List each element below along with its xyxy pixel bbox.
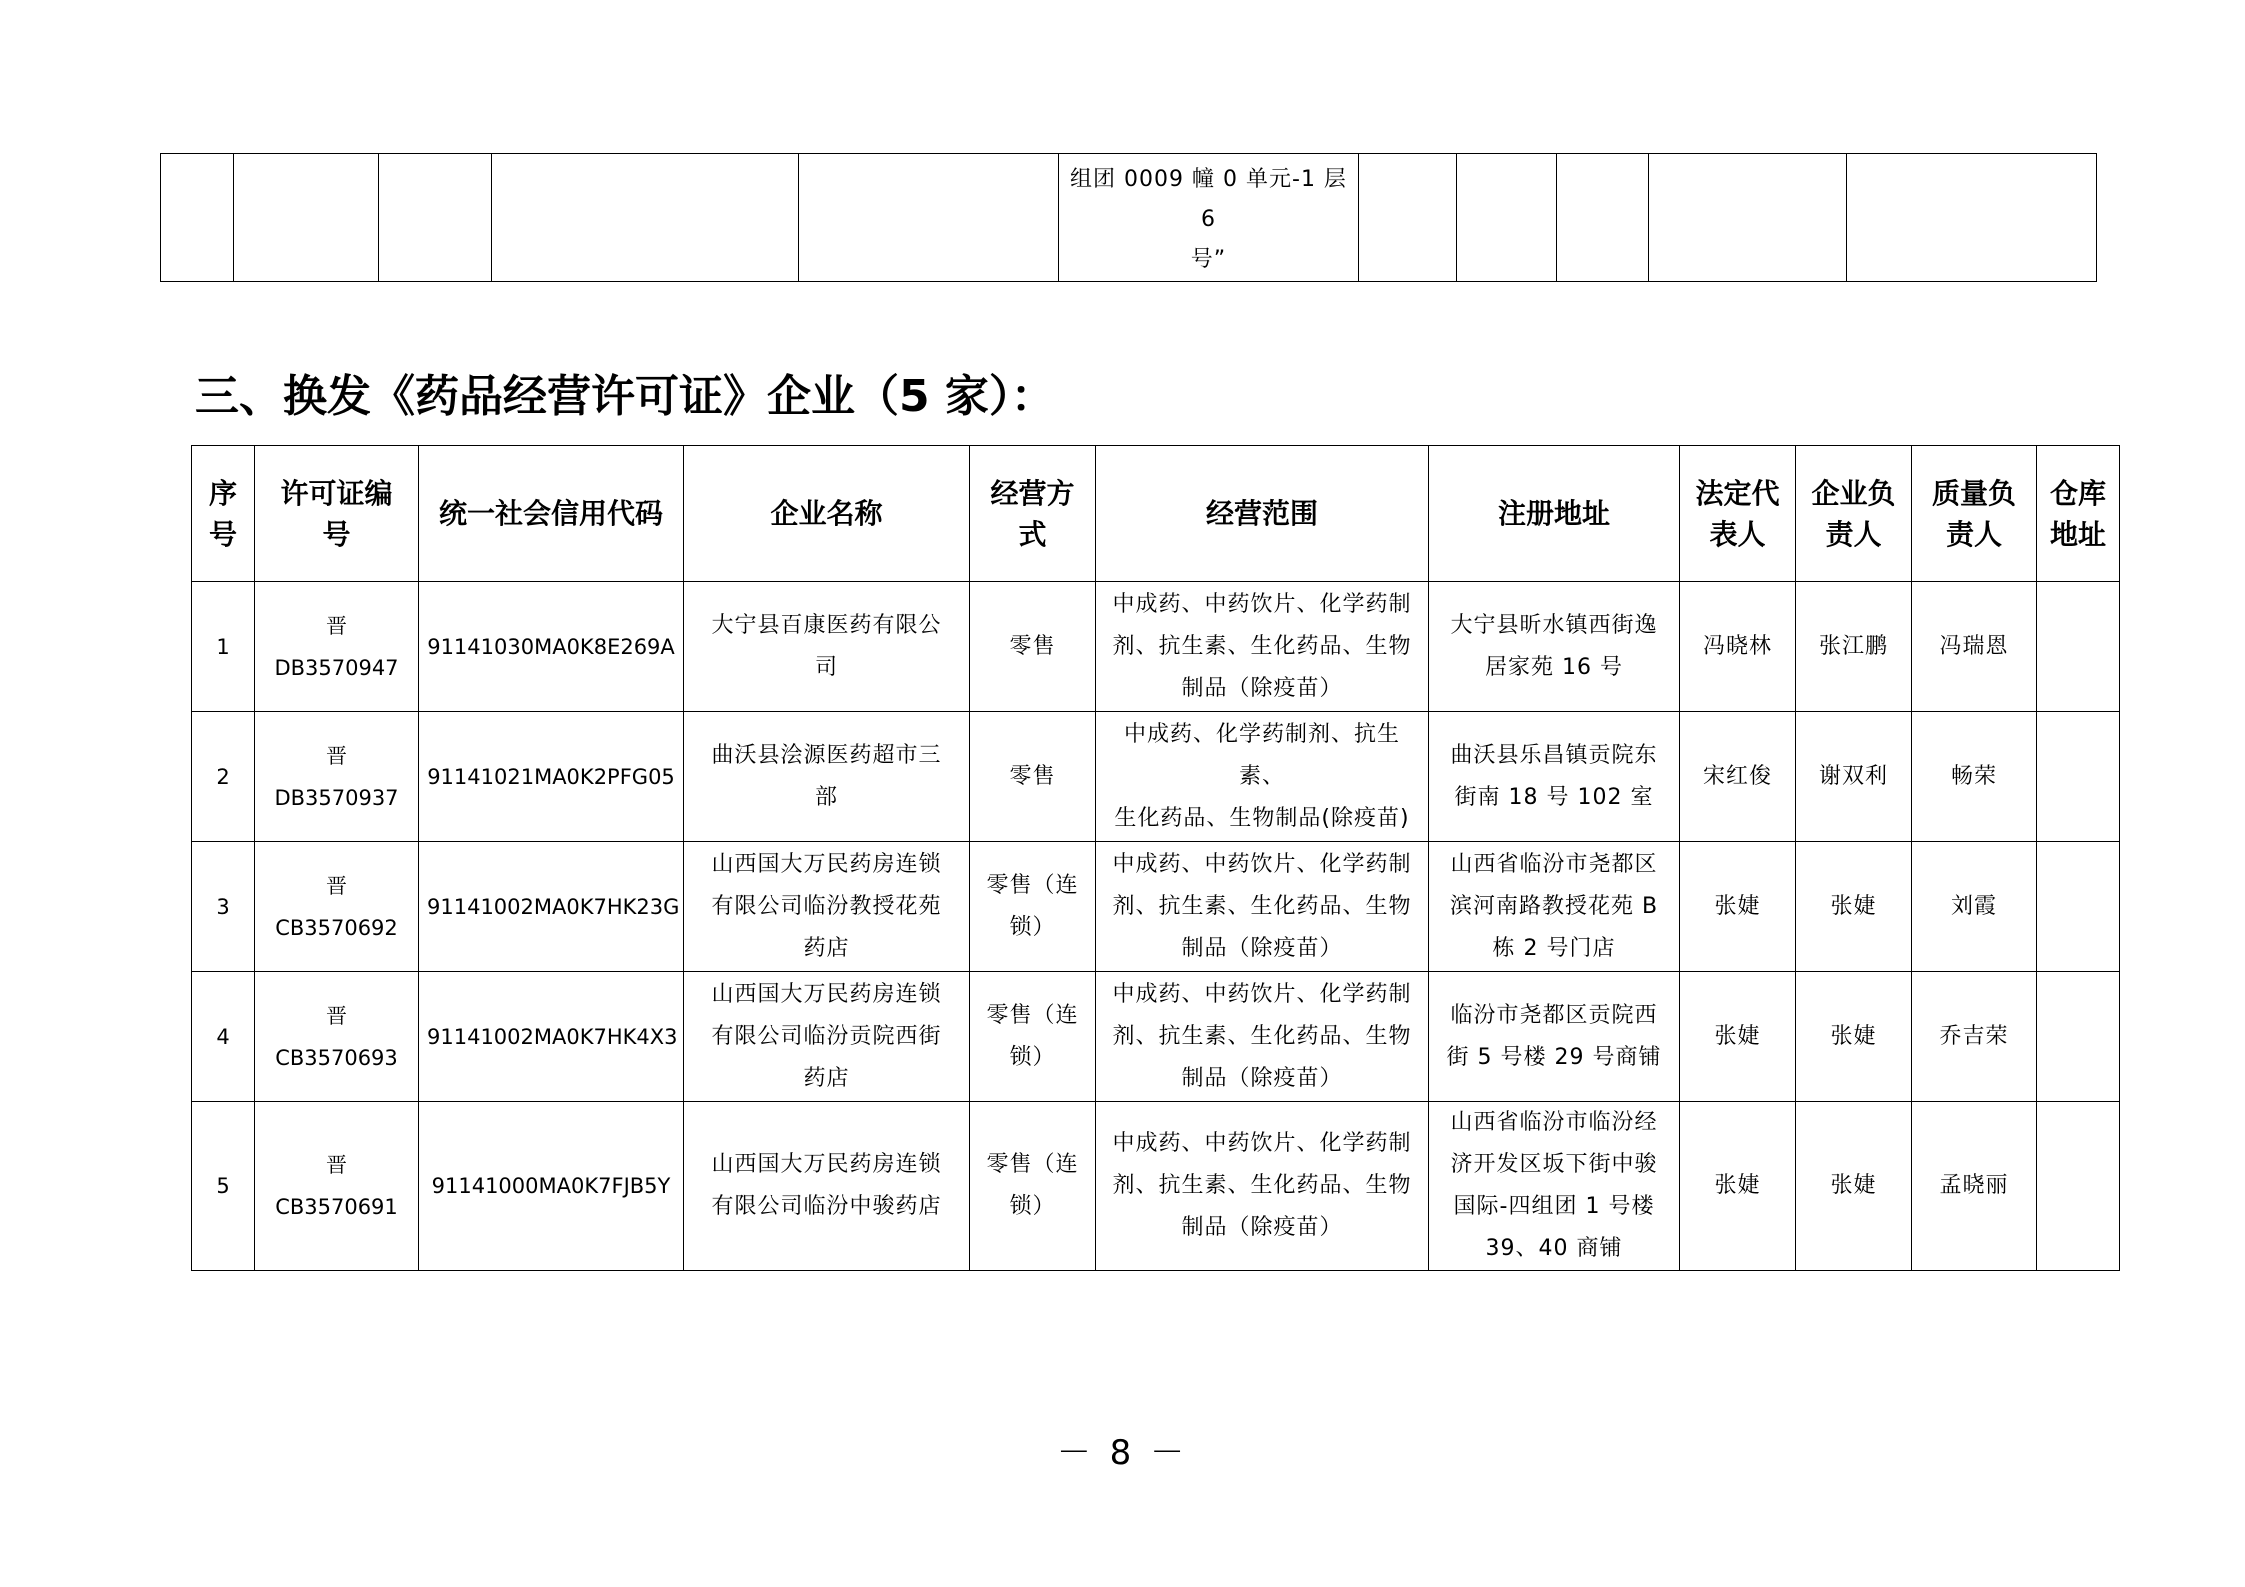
mode-cell: 零售 <box>970 712 1096 842</box>
credit-code-cell: 91141002MA0K7HK23G <box>419 842 684 972</box>
header-warehouse: 仓库 地址 <box>2037 446 2120 582</box>
manager-cell: 张婕 <box>1796 972 1912 1102</box>
seq-cell: 1 <box>192 582 255 712</box>
manager-cell: 张江鹏 <box>1796 582 1912 712</box>
quality-cell: 刘霞 <box>1912 842 2037 972</box>
seq-cell: 4 <box>192 972 255 1102</box>
warehouse-cell <box>2037 972 2120 1102</box>
table-row <box>192 842 2120 972</box>
warehouse-cell <box>2037 712 2120 842</box>
mode-cell: 零售（连 锁） <box>970 842 1096 972</box>
empty-cell <box>161 154 234 282</box>
credit-code-cell: 91141002MA0K7HK4X3 <box>419 972 684 1102</box>
license-cell: 晋 DB3570947 <box>255 582 419 712</box>
quality-cell: 乔吉荣 <box>1912 972 2037 1102</box>
header-address: 注册地址 <box>1429 446 1680 582</box>
empty-cell <box>379 154 492 282</box>
header-license: 许可证编 号 <box>255 446 419 582</box>
header-mode: 经营方 式 <box>970 446 1096 582</box>
credit-code-cell: 91141021MA0K2PFG05 <box>419 712 684 842</box>
scope-cell: 中成药、中药饮片、化学药制 剂、抗生素、生化药品、生物 制品（除疫苗） <box>1096 972 1429 1102</box>
page-number: － 8 － <box>1056 1433 1189 1473</box>
empty-cell <box>1847 154 2097 282</box>
warehouse-cell <box>2037 1102 2120 1271</box>
company-name-cell: 山西国大万民药房连锁 有限公司临汾教授花苑 药店 <box>684 842 970 972</box>
company-name-cell: 山西国大万民药房连锁 有限公司临汾中骏药店 <box>684 1102 970 1271</box>
section-heading: 三、换发《药品经营许可证》企业（5 家）： <box>195 371 1055 422</box>
manager-cell: 张婕 <box>1796 842 1912 972</box>
credit-code-cell: 91141000MA0K7FJB5Y <box>419 1102 684 1271</box>
address-cell: 山西省临汾市临汾经 济开发区坂下街中骏 国际-四组团 1 号楼 39、40 商铺 <box>1429 1102 1680 1271</box>
header-scope: 经营范围 <box>1096 446 1429 582</box>
header-seq: 序 号 <box>192 446 255 582</box>
empty-cell <box>799 154 1059 282</box>
license-cell: 晋 DB3570937 <box>255 712 419 842</box>
manager-cell: 张婕 <box>1796 1102 1912 1271</box>
address-fragment-line: 组团 0009 幢 0 单元-1 层 6 <box>1070 167 1347 232</box>
continued-table <box>160 153 2097 282</box>
header-company-name: 企业名称 <box>684 446 970 582</box>
address-fragment-line: 号” <box>1190 247 1227 272</box>
license-renewal-table <box>191 445 2120 1271</box>
empty-cell <box>1557 154 1649 282</box>
address-cell: 临汾市尧都区贡院西 街 5 号楼 29 号商铺 <box>1429 972 1680 1102</box>
header-row <box>192 446 2120 582</box>
header-manager: 企业负 责人 <box>1796 446 1912 582</box>
license-cell: 晋 CB3570692 <box>255 842 419 972</box>
scope-cell: 中成药、中药饮片、化学药制 剂、抗生素、生化药品、生物 制品（除疫苗） <box>1096 1102 1429 1271</box>
empty-cell <box>1649 154 1847 282</box>
quality-cell: 孟晓丽 <box>1912 1102 2037 1271</box>
scope-cell: 中成药、中药饮片、化学药制 剂、抗生素、生化药品、生物 制品（除疫苗） <box>1096 582 1429 712</box>
continued-table-row <box>161 154 2097 282</box>
seq-cell: 5 <box>192 1102 255 1271</box>
legal-rep-cell: 张婕 <box>1680 972 1796 1102</box>
empty-cell <box>492 154 799 282</box>
quality-cell: 冯瑞恩 <box>1912 582 2037 712</box>
license-cell: 晋 CB3570691 <box>255 1102 419 1271</box>
seq-cell: 2 <box>192 712 255 842</box>
address-cell: 曲沃县乐昌镇贡院东 街南 18 号 102 室 <box>1429 712 1680 842</box>
license-cell: 晋 CB3570693 <box>255 972 419 1102</box>
address-fragment-cell <box>1059 154 1359 282</box>
header-credit-code: 统一社会信用代码 <box>419 446 684 582</box>
header-quality: 质量负 责人 <box>1912 446 2037 582</box>
legal-rep-cell: 张婕 <box>1680 1102 1796 1271</box>
legal-rep-cell: 张婕 <box>1680 842 1796 972</box>
credit-code-cell: 91141030MA0K8E269A <box>419 582 684 712</box>
warehouse-cell <box>2037 582 2120 712</box>
mode-cell: 零售（连 锁） <box>970 1102 1096 1271</box>
manager-cell: 谢双利 <box>1796 712 1912 842</box>
company-name-cell: 曲沃县浍源医药超市三 部 <box>684 712 970 842</box>
address-cell: 大宁县昕水镇西街逸 居家苑 16 号 <box>1429 582 1680 712</box>
scope-cell: 中成药、中药饮片、化学药制 剂、抗生素、生化药品、生物 制品（除疫苗） <box>1096 842 1429 972</box>
company-name-cell: 山西国大万民药房连锁 有限公司临汾贡院西街 药店 <box>684 972 970 1102</box>
warehouse-cell <box>2037 842 2120 972</box>
scope-cell: 中成药、化学药制剂、抗生素、 生化药品、生物制品(除疫苗) <box>1096 712 1429 842</box>
table-row <box>192 1102 2120 1271</box>
empty-cell <box>1457 154 1557 282</box>
mode-cell: 零售 <box>970 582 1096 712</box>
empty-cell <box>234 154 379 282</box>
company-name-cell: 大宁县百康医药有限公 司 <box>684 582 970 712</box>
quality-cell: 畅荣 <box>1912 712 2037 842</box>
table-row <box>192 712 2120 842</box>
address-cell: 山西省临汾市尧都区 滨河南路教授花苑 B 栋 2 号门店 <box>1429 842 1680 972</box>
seq-cell: 3 <box>192 842 255 972</box>
table-row <box>192 972 2120 1102</box>
empty-cell <box>1359 154 1457 282</box>
table-row <box>192 582 2120 712</box>
legal-rep-cell: 宋红俊 <box>1680 712 1796 842</box>
legal-rep-cell: 冯晓林 <box>1680 582 1796 712</box>
mode-cell: 零售（连 锁） <box>970 972 1096 1102</box>
header-legal-rep: 法定代 表人 <box>1680 446 1796 582</box>
